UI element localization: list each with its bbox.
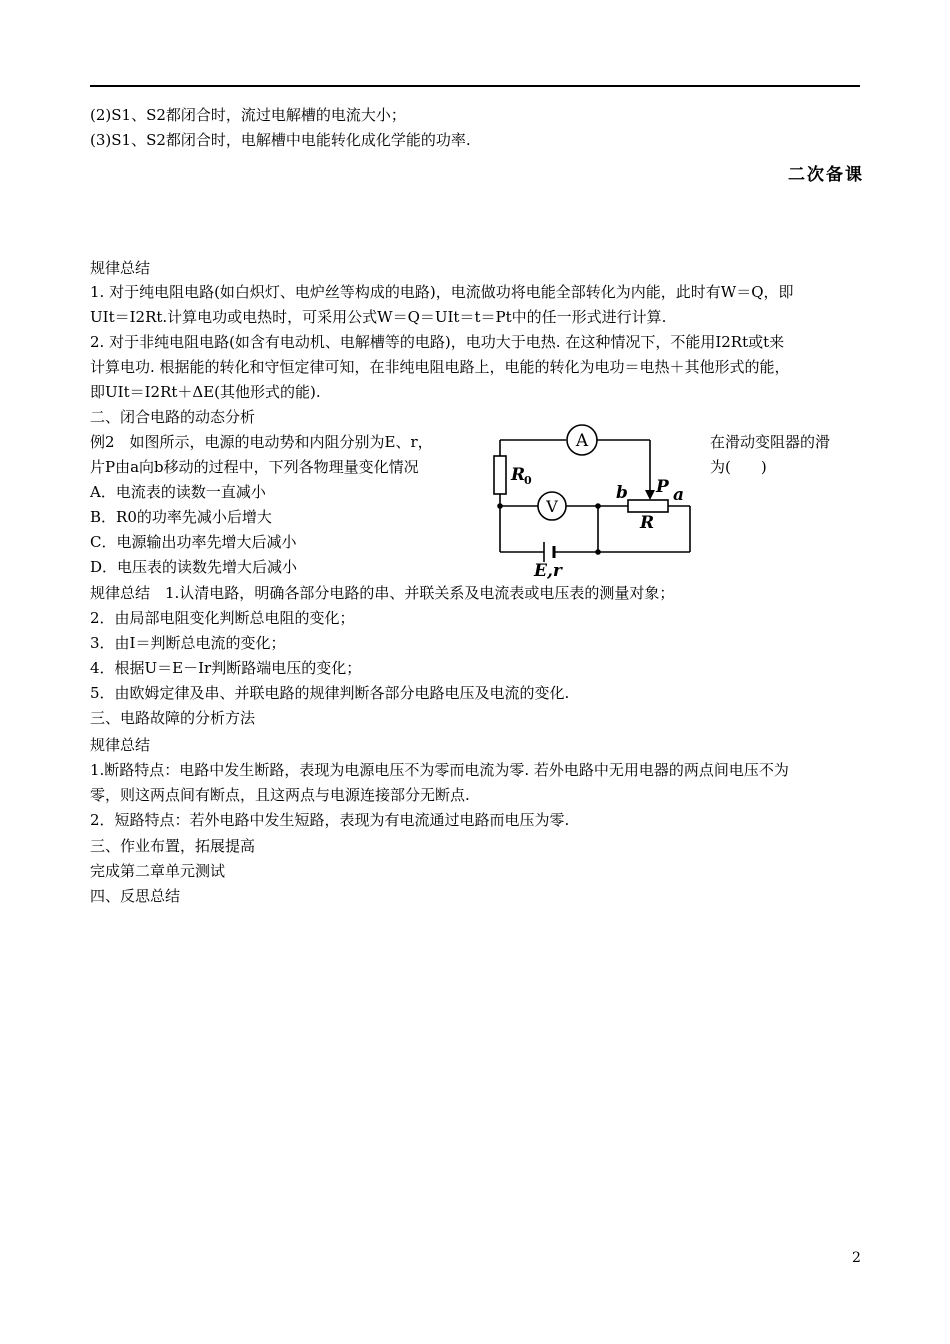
section-heading: 四、反思总结 [90,887,181,905]
text-line: 规律总结 [90,736,151,754]
header-rule [90,85,860,87]
junction-dot [497,503,503,509]
text-line: 1. 对于纯电阻电路(如白炽灯、电炉丝等构成的电路)，电流做功将电能全部转化为内能，此时有W＝Q，即 [90,283,794,301]
page-number: 2 [852,1250,861,1266]
text-line: 即UIt＝I2Rt＋ΔE(其他形式的能). [90,383,321,401]
text-line: UIt＝I2Rt.计算电功或电热时，可采用公式W＝Q＝UIt＝t＝Pt中的任一形式进行计算. [90,308,667,326]
junction-dot [595,503,601,509]
a-label: a [673,485,685,505]
text-line: (2)S1、S2都闭合时，流过电解槽的电流大小； [90,106,406,124]
text-line: 计算电功. 根据能的转化和守恒定律可知，在非纯电阻电路上，电能的转化为电功＝电热＋其他形式的能， [90,358,790,376]
text-line: 3．由I＝判断总电流的变化； [90,634,286,652]
ammeter-label: A [575,431,589,451]
example-line: 片P由a向b移动的过程中，下列各物理量变化情况 [90,458,419,476]
section-heading: 三、作业布置，拓展提高 [90,837,256,855]
section-heading: 二、闭合电路的动态分析 [90,408,256,426]
text-line: 规律总结 1.认清电路，明确各部分电路的串、并联关系及电流表或电压表的测量对象； [90,584,675,602]
text-line: 2．由局部电阻变化判断总电阻的变化； [90,609,355,627]
circuit-diagram [488,420,698,580]
example-line-cont: 为( ) [710,458,767,476]
source-label: E,r [534,561,562,580]
example-line-cont: 在滑动变阻器的滑 [710,433,831,451]
option-c: C．电源输出功率先增大后减小 [90,533,297,551]
secondary-prep-heading: 二次备课 [788,165,864,185]
text-line: 5．由欧姆定律及串、并联电路的规律判断各部分电路电压及电流的变化. [90,684,570,702]
voltmeter-label: V [546,497,558,516]
option-b: B．R0的功率先减小后增大 [90,508,272,526]
slider-arrow [645,490,655,500]
junction-dot [595,549,601,555]
text-line: 2．短路特点：若外电路中发生短路，表现为有电流通过电路而电压为零. [90,811,570,829]
text-line: 1.断路特点：电路中发生断路，表现为电源电压不为零而电流为零. 若外电路中无用电器的两点间电压不为 [90,761,789,779]
text-line: 规律总结 [90,259,151,277]
b-label: b [616,483,628,503]
r0-label: R [511,465,526,485]
text-line: (3)S1、S2都闭合时，电解槽中电能转化成化学能的功率. [90,131,471,149]
r0-subscript: 0 [524,474,532,487]
text-line: 零，则这两点间有断点，且这两点与电源连接部分无断点. [90,786,470,804]
p-label: P [656,477,669,497]
example-line: 例2 如图所示，电源的电动势和内阻分别为E、r， [90,433,433,451]
text-line: 2. 对于非纯电阻电路(如含有电动机、电解槽等的电路)，电功大于电热. 在这种情况下，不能用I2Rt或t来 [90,333,785,351]
option-a: A．电流表的读数一直减小 [90,483,266,501]
option-d: D．电压表的读数先增大后减小 [90,558,298,576]
text-line: 完成第二章单元测试 [90,862,226,880]
section-heading: 三、电路故障的分析方法 [90,709,256,727]
r-label: R [640,513,655,533]
text-line: 4．根据U＝E－Ir判断路端电压的变化； [90,659,362,677]
